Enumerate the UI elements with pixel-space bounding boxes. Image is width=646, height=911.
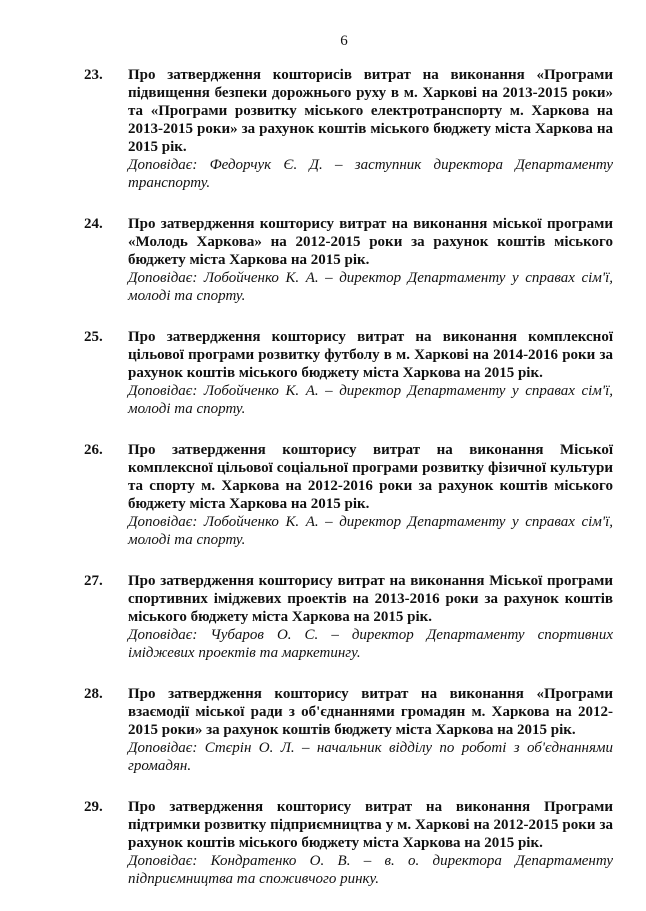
item-title: Про затвердження кошторису витрат на виконання Програми підтримки розвитку підприємництва у м. Харкові на 2012-2015 роки за рахунок коштів міського бюджету міста Харкова на 2015 рік. — [128, 799, 613, 851]
item-title: Про затвердження кошторису витрат на виконання комплексної цільової програми розвитку футболу в м. Харкові на 2014-2016 роки за рахунок коштів міського бюджету міста Харкова на 2015 рік. — [128, 329, 613, 381]
item-number: 28. — [84, 686, 103, 702]
agenda-item — [84, 685, 613, 775]
item-speaker: Доповідає: Кондратенко О. В. – в. о. директора Департаменту підприємництва та споживчого ринку. — [128, 853, 613, 887]
item-number: 23. — [84, 67, 103, 83]
agenda-item — [84, 798, 613, 888]
item-number: 25. — [84, 329, 103, 345]
item-number: 27. — [84, 573, 103, 589]
item-title: Про затвердження кошторису витрат на виконання міської програми «Молодь Харкова» на 2012-2015 роки за рахунок коштів міського бюджету міста Харкова на 2015 рік. — [128, 216, 613, 268]
page-number: 6 — [340, 33, 348, 49]
item-number: 29. — [84, 799, 103, 815]
item-number: 26. — [84, 442, 103, 458]
agenda-item — [84, 328, 613, 418]
item-title: Про затвердження кошторису витрат на виконання «Програми взаємодії міської ради з об'єднаннями громадян м. Харкова на 2012-2015 роки» за рахунок коштів бюджету міста Харкова на 2015 рік. — [128, 686, 613, 738]
item-speaker: Доповідає: Стєрін О. Л. – начальник відділу по роботі з об'єднаннями громадян. — [128, 740, 613, 774]
item-title: Про затвердження кошторису витрат на виконання Міської комплексної цільової соціальної програми розвитку фізичної культури та спорту м. Харкова на 2012-2016 роки за рахунок коштів міського бюджету міста Харкова на 2015 рік. — [128, 442, 613, 512]
item-speaker: Доповідає: Лобойченко К. А. – директор Департаменту у справах сім'ї, молоді та спорту. — [128, 383, 613, 417]
item-speaker: Доповідає: Лобойченко К. А. – директор Департаменту у справах сім'ї, молоді та спорту. — [128, 514, 613, 548]
item-speaker: Доповідає: Лобойченко К. А. – директор Департаменту у справах сім'ї, молоді та спорту. — [128, 270, 613, 304]
agenda-item — [84, 572, 613, 662]
item-speaker: Доповідає: Федорчук Є. Д. – заступник директора Департаменту транспорту. — [128, 157, 613, 191]
item-number: 24. — [84, 216, 103, 232]
item-title: Про затвердження кошторисів витрат на виконання «Програми підвищення безпеки дорожнього руху в м. Харкові на 2013-2015 роки» та «Програми розвитку міського електротранспорту м. Харкова на 2013-2015 роки» за рахунок коштів міського бюджету міста Харкова на 2015 рік. — [128, 67, 613, 155]
agenda-item — [84, 66, 613, 192]
agenda-list — [84, 66, 613, 911]
item-title: Про затвердження кошторису витрат на виконання Міської програми спортивних іміджевих проектів на 2013-2016 роки за рахунок коштів міського бюджету міста Харкова на 2015 рік. — [128, 573, 613, 625]
agenda-item — [84, 441, 613, 549]
item-speaker: Доповідає: Чубаров О. С. – директор Департаменту спортивних іміджевих проектів та маркетингу. — [128, 627, 613, 661]
agenda-item — [84, 215, 613, 305]
